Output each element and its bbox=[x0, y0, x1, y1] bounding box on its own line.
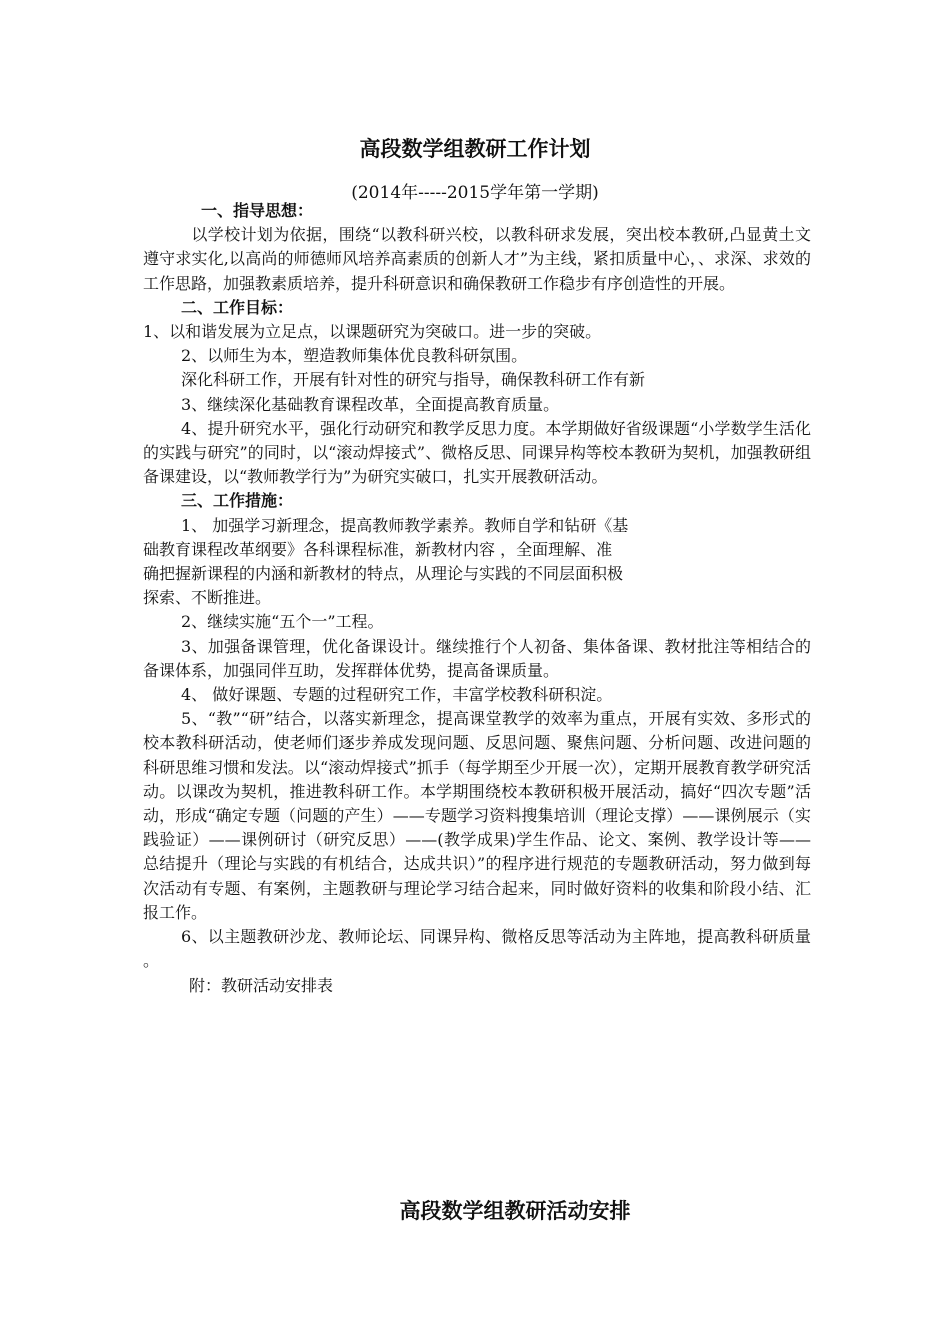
goal-1: 1、以和谐发展为立足点，以课题研究为突破口。进一步的突破。 bbox=[143, 322, 602, 342]
goal-2: 2、以师生为本，塑造教师集体优良教科研氛围。 bbox=[181, 346, 528, 366]
section2-heading: 二、工作目标： bbox=[181, 297, 294, 317]
appendix-note: 附：教研活动安排表 bbox=[189, 975, 334, 995]
measure-5: 5、“教”“研”结合，以落实新理念，提高课堂教学的效率为重点，开展有实效、多形式的校本教科研活动，使老师们逐步养成发现问题、反思问题、聚焦问题、分析问题、改进问题的科研思维习惯和发法。以“滚动焊接式”抓手（每学期至少开展一次），定期开展教育教学研究活动。以课改为契机，推进教科研工作。本学期围绕校本教研积极开展活动，搞好“四次专题”活动，形成“确定专题（问题的产生）——专题学习资料搜集培训（理论支撑）——课例展示（实践验证）——课例研讨（研究反思）——(教学成果)学生作品、论文、案例、教学设计等——总结提升（理论与实践的有机结合，达成共识）”的程序进行规范的专题教研活动，努力做到每次活动有专题、有案例，主题教研与理论学习结合起来，同时做好资料的收集和阶段小结、汇报工作。 bbox=[143, 709, 811, 922]
document-subtitle: (2014年-----2015学年第一学期) bbox=[351, 183, 599, 203]
section3-heading: 三、工作措施： bbox=[181, 491, 294, 511]
measure-2: 2、继续实施“五个一”工程。 bbox=[181, 612, 384, 632]
section1-heading: 一、指导思想： bbox=[201, 201, 314, 220]
measure-6: 6、以主题教研沙龙、教师论坛、同课异构、微格反思等活动为主阵地，提高教科研质量 。 bbox=[143, 927, 811, 971]
measure-1-line-1: 1、 加强学习新理念，提高教师教学素养。教师自学和钻研《基 bbox=[181, 515, 629, 535]
document-body bbox=[143, 199, 811, 998]
goal-3: 3、继续深化基础教育课程改革，全面提高教育质量。 bbox=[181, 394, 560, 414]
measure-1-line-3: 确把握新课程的内涵和新教材的特点，从理论与实践的不同层面积极 bbox=[143, 564, 624, 584]
schedule-title: 高段数学组教研活动安排 bbox=[399, 1198, 631, 1223]
measure-3: 3、加强备课管理，优化备课设计。继续推行个人初备、集体备课、教材批注等相结合的备课体系，加强同伴互助，发挥群体优势，提高备课质量。 bbox=[143, 636, 811, 680]
measure-1-line-4: 探索、不断推进。 bbox=[143, 588, 272, 608]
goal-2-continued: 深化科研工作，开展有针对性的研究与指导，确保教科研工作有新 bbox=[181, 370, 646, 390]
goal-4: 4、提升研究水平，强化行动研究和教学反思力度。本学期做好省级课题“小学数学生活化的实践与研究”的同时，以“滚动焊接式”、微格反思、同课异构等校本教研为契机，加强教研组备课建设，以“教师教学行为”为研究实破口，扎实开展教研活动。 bbox=[143, 418, 811, 487]
section1-text: 以学校计划为依据，围绕“以教科研兴校，以教科研求发展，突出校本教研,凸显黄土文遵守求实化,以高尚的师德师风培养高素质的创新人才”为主线，紧扣质量中心，、求深、求效的工作思路，加强教素质培养，提升科研意识和确保教研工作稳步有序创造性的开展。 bbox=[143, 225, 811, 293]
measure-1-line-2: 础教育课程改革纲要》各科课程标准，新教材内容 ，全面理解、准 bbox=[143, 539, 613, 559]
measure-4: 4、 做好课题、专题的过程研究工作，丰富学校教科研积淀。 bbox=[181, 685, 613, 705]
document-title: 高段数学组教研工作计划 bbox=[359, 136, 591, 161]
